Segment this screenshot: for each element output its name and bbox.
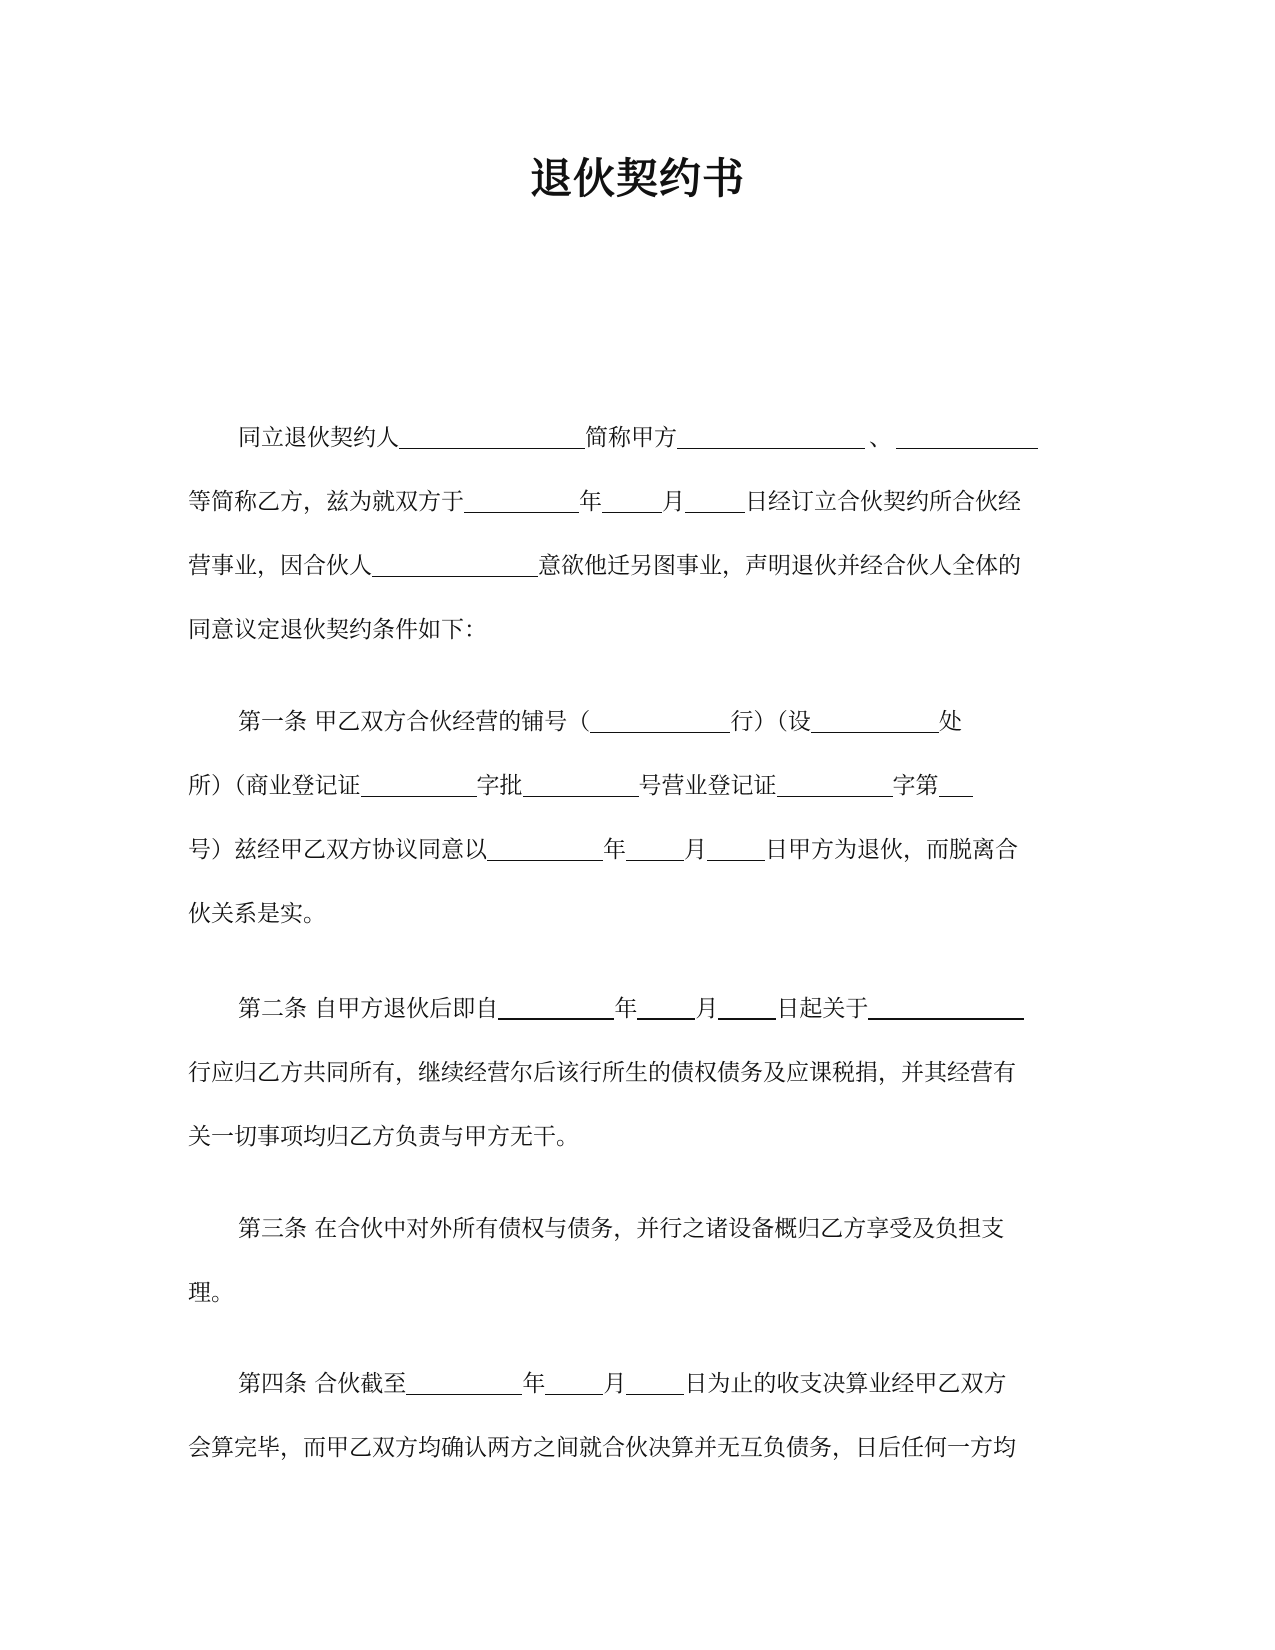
blank-field: [896, 422, 1038, 449]
blank-field: [811, 706, 939, 733]
text-span: 意欲他迁另图事业，声明退伙并经合伙人全体的: [538, 553, 1021, 579]
blank-field: [777, 770, 893, 797]
text-line: 同意议定退伙契约条件如下：: [188, 617, 487, 643]
text-span: 年: [603, 837, 626, 863]
text-span: 号营业登记证: [638, 773, 777, 799]
text-span: 等简称乙方，兹为就双方于: [188, 489, 464, 515]
text-line: [188, 754, 1088, 818]
text-span: 月: [662, 489, 685, 515]
article-4-paragraph: [188, 1352, 1088, 1480]
text-span: 年: [579, 489, 602, 515]
blank-field: [707, 834, 765, 861]
document-title: 退伙契约书: [529, 154, 745, 203]
text-span: 字第: [892, 773, 939, 799]
blank-field: [939, 770, 973, 797]
blank-field: [590, 706, 730, 733]
blank-field: [718, 992, 776, 1020]
text-span: 同立退伙契约人: [238, 425, 399, 451]
text-line: [188, 470, 1088, 534]
text-line: 行应归乙方共同所有，继续经营尔后该行所生的债权债务及应课税捐，并其经营有: [188, 1060, 1016, 1086]
text-line: [188, 534, 1088, 598]
blank-field: [464, 486, 579, 513]
text-span: 日起关于: [776, 996, 869, 1022]
blank-field: [498, 992, 614, 1020]
text-line: 第三条 在合伙中对外所有债权与债务，并行之诸设备概归乙方享受及负担支: [238, 1216, 1005, 1242]
text-span: 所）（商业登记证: [188, 773, 361, 799]
text-line: [188, 1352, 1088, 1416]
text-line: 关一切事项均归乙方负责与甲方无干。: [188, 1124, 579, 1150]
text-span: 营事业，因合伙人: [188, 553, 372, 579]
text-span: 字批: [476, 773, 523, 799]
blank-field: [372, 550, 538, 577]
text-line: [188, 690, 1088, 754]
blank-field: [685, 486, 745, 513]
text-span: 日经订立合伙契约所合伙经: [745, 489, 1021, 515]
text-span: 月: [603, 1371, 627, 1397]
preamble-paragraph: [188, 406, 1088, 662]
text-span: 年: [614, 996, 638, 1022]
text-span: 处: [938, 709, 962, 735]
text-span: 月: [684, 837, 707, 863]
text-span: 日为止的收支决算业经甲乙双方: [684, 1371, 1007, 1397]
text-span: 简称甲方: [585, 425, 677, 451]
blank-field: [361, 770, 477, 797]
text-line: [188, 406, 1088, 470]
blank-field: [637, 992, 695, 1020]
text-line: 会算完毕，而甲乙双方均确认两方之间就合伙决算并无互负债务，日后任何一方均: [188, 1435, 1016, 1461]
blank-field: [399, 422, 585, 449]
text-span: 行）（设: [730, 709, 811, 735]
blank-field: [406, 1368, 522, 1395]
blank-field: [626, 1368, 684, 1395]
text-span: 号）兹经甲乙双方协议同意以: [188, 837, 487, 863]
blank-field: [602, 486, 662, 513]
text-line: 伙关系是实。: [188, 901, 326, 927]
text-span: 第二条 自甲方退伙后即自: [238, 996, 499, 1022]
blank-field: [523, 770, 639, 797]
blank-field: [868, 992, 1024, 1020]
text-span: 年: [522, 1371, 546, 1397]
text-span: 月: [695, 996, 719, 1022]
article-1-paragraph: [188, 690, 1088, 946]
article-2-paragraph: [188, 977, 1088, 1169]
text-span: 日甲方为退伙，而脱离合: [765, 837, 1018, 863]
text-line: 理。: [188, 1280, 234, 1306]
text-line: [188, 818, 1088, 882]
article-3-paragraph: [188, 1197, 1088, 1325]
blank-field: [626, 834, 684, 861]
text-span: 第一条 甲乙双方合伙经营的铺号（: [238, 709, 591, 735]
blank-field: [545, 1368, 603, 1395]
text-span: 第四条 合伙截至: [238, 1371, 407, 1397]
text-span: 、: [869, 425, 892, 451]
text-line: [188, 977, 1088, 1041]
blank-field: [487, 834, 603, 861]
blank-field: [677, 422, 865, 449]
